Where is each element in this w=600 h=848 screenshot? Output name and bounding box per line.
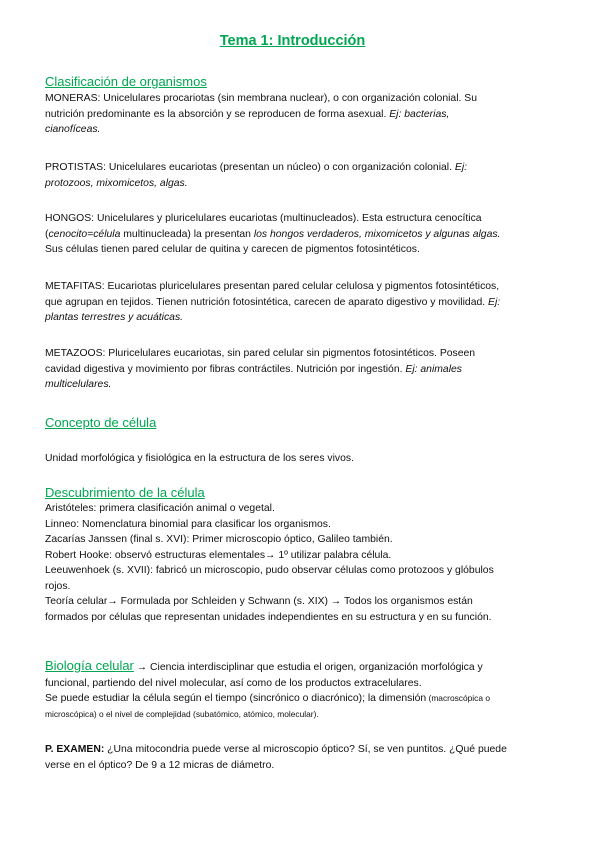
paragraph-exam <box>45 742 545 773</box>
hongos-line-1: HONGOS: Unicelulares y pluricelulares eucariotas (multinucleados). Esta estructura cenocítica <box>45 213 482 224</box>
exam-line-1-text: ¿Una mitocondria puede verse al microscopio óptico? Sí, se ven puntitos. ¿Qué puede <box>104 744 507 755</box>
descubrimiento-line: Linneo: Nomenclatura binomial para clasificar los organismos. <box>45 518 331 530</box>
paragraph-hongos <box>45 211 545 258</box>
descubrimiento-line: Robert Hooke: observó estructuras elementales→ 1º utilizar palabra célula. <box>45 549 392 561</box>
exam-line-1 <box>45 742 545 758</box>
descubrimiento-line: Aristóteles: primera clasificación animal o vegetal. <box>45 503 275 514</box>
hongos-line-2 <box>45 227 545 243</box>
biologia-line-1-text: → Ciencia interdisciplinar que estudia el origen, organización morfológica y <box>133 662 483 673</box>
exam-label: P. EXAMEN: <box>45 744 105 755</box>
paragraph-moneras <box>45 91 545 138</box>
metazoos-line-1: METAZOOS: Pluricelulares eucariotas, sin pared celular sin pigmentos fotosintéticos. Poseen <box>45 348 476 359</box>
paragraph-metazoos <box>45 346 545 393</box>
heading-biologia-celular: Biología celular <box>45 658 134 673</box>
hongos-line-2-text: multinucleada) la presentan <box>120 228 251 240</box>
heading-descubrimiento: Descubrimiento de la célula <box>45 485 205 500</box>
moneras-line-1: MONERAS: Unicelulares procariotas (sin membrana nuclear), o con organización colonial. Su <box>45 93 477 104</box>
protistas-line-1 <box>45 160 545 176</box>
biologia-line-2: funcional, partiendo del nivel molecular, así como de los productos extracelulares. <box>45 677 422 689</box>
descubrimiento-line: rojos. <box>45 580 71 592</box>
protistas-example-label: Ej: <box>454 162 468 173</box>
hongos-line-3: Sus células tienen pared celular de quitina y carecen de pigmentos fotosintéticos. <box>45 244 420 255</box>
protistas-line-2: protozoos, mixomicetos, algas. <box>45 177 188 189</box>
hongos-cenocito: cenocito=célula <box>48 228 121 240</box>
protistas-line-1-text: PROTISTAS: Unicelulares eucariotas (presentan un núcleo) o con organización colonial. <box>45 162 452 173</box>
biologia-line-3-text: Se puede estudiar la célula según el tiempo (sincrónico o diacrónico); la dimensión <box>45 693 427 704</box>
biologia-line-1 <box>45 658 545 676</box>
metazoos-line-2 <box>45 362 545 378</box>
paragraph-metafitas <box>45 279 545 326</box>
hongos-paren: ( <box>45 228 49 240</box>
descubrimiento-line: Zacarías Janssen (final s. XVI): Primer microscopio óptico, Galileo también. <box>45 534 393 545</box>
moneras-line-2 <box>45 107 545 123</box>
descubrimiento-line: Teoría celular→ Formulada por Schleiden y Schwann (s. XIX) → Todos los organismos están <box>45 596 473 607</box>
page-title: Tema 1: Introducción <box>219 33 366 49</box>
metazoos-line-3: multicelulares. <box>45 379 112 390</box>
moneras-example: Ej: bacterias, <box>389 108 450 120</box>
descubrimiento-line: formados por células que representan unidades independientes en su estructura y en su función. <box>45 611 492 623</box>
paragraph-descubrimiento <box>45 501 545 625</box>
paragraph-concepto <box>45 451 545 467</box>
metafitas-line-2-text: que agrupan en tejidos. Tienen nutrición fotosintética, carecen de aparato digestivo y movilidad. <box>45 296 486 308</box>
biologia-line-4: microscópica) o el nivel de complejidad (subatómico, atómico, molecular). <box>45 708 319 719</box>
concepto-text: Unidad morfológica y fisiológica en la estructura de los seres vivos. <box>45 453 354 464</box>
hongos-examples: los hongos verdaderos, mixomicetos y algunas algas. <box>253 228 501 240</box>
metazoos-example: Ej: animales <box>405 363 462 375</box>
descubrimiento-line: Leeuwenhoek (s. XVII): fabricó un microscopio, pudo observar células como protozoos y glóbulos <box>45 565 494 576</box>
exam-line-2: verse en el óptico? De 9 a 12 micras de diámetro. <box>45 759 275 771</box>
metazoos-line-2-text: cavidad digestiva y movimiento por fibras contráctiles. Nutrición por ingestión. <box>45 363 403 375</box>
heading-concepto: Concepto de célula <box>45 415 157 430</box>
moneras-line-3: cianofíceas. <box>45 124 101 135</box>
metafitas-example-label: Ej: <box>488 296 501 308</box>
moneras-line-2-text: nutrición predominante es la absorción y se reproducen de forma asexual. <box>45 108 387 120</box>
metafitas-line-1: METAFITAS: Eucariotas pluricelulares presentan pared celular celulosa y pigmentos fotosintéticos, <box>45 281 500 292</box>
metafitas-line-2 <box>45 295 545 311</box>
heading-clasificacion: Clasificación de organismos <box>45 74 207 89</box>
biologia-line-3 <box>45 691 545 707</box>
biologia-line-3-small: (macroscópica o <box>426 693 490 703</box>
paragraph-biologia-celular <box>45 658 545 722</box>
paragraph-protistas <box>45 160 545 191</box>
metafitas-line-3: plantas terrestres y acuáticas. <box>45 312 184 323</box>
